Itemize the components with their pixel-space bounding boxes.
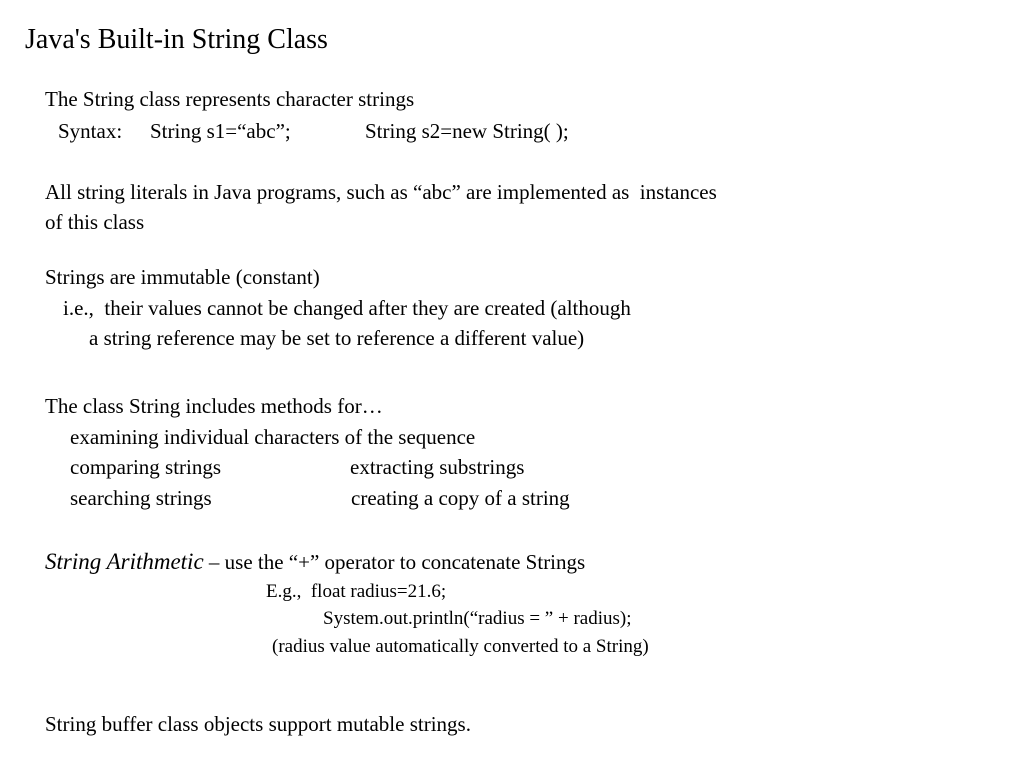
- arithmetic-example-2: System.out.println(“radius = ” + radius);: [323, 608, 632, 629]
- intro-line: The String class represents character strings: [45, 87, 415, 111]
- immutable-detail-1: i.e., their values cannot be changed after they are created (although: [63, 296, 631, 320]
- methods-heading: The class String includes methods for…: [45, 394, 383, 418]
- method-item: comparing strings: [70, 455, 222, 479]
- syntax-label: Syntax:: [58, 119, 123, 143]
- method-item: searching strings: [70, 486, 212, 510]
- arithmetic-description: – use the “+” operator to concatenate Strings: [203, 550, 586, 574]
- arithmetic-label: String Arithmetic: [45, 549, 204, 574]
- buffer-line: String buffer class objects support mutable strings.: [45, 712, 471, 736]
- arithmetic-example-1: E.g., float radius=21.6;: [266, 581, 447, 602]
- syntax-example-literal: String s1=“abc”;: [150, 119, 291, 143]
- method-item: extracting substrings: [350, 455, 525, 479]
- method-item: examining individual characters of the sequence: [70, 425, 476, 449]
- syntax-example-constructor: String s2=new String( );: [365, 119, 569, 143]
- immutable-detail-2: a string reference may be set to reference a different value): [89, 326, 585, 350]
- literals-line-1: All string literals in Java programs, such as “abc” are implemented as instances: [45, 180, 717, 204]
- arithmetic-line: [45, 550, 585, 573]
- method-item: creating a copy of a string: [351, 486, 570, 510]
- slide-title: Java's Built-in String Class: [25, 24, 328, 55]
- immutable-heading: Strings are immutable (constant): [45, 265, 320, 289]
- literals-line-2: of this class: [45, 210, 145, 234]
- arithmetic-example-3: (radius value automatically converted to a String): [272, 636, 649, 657]
